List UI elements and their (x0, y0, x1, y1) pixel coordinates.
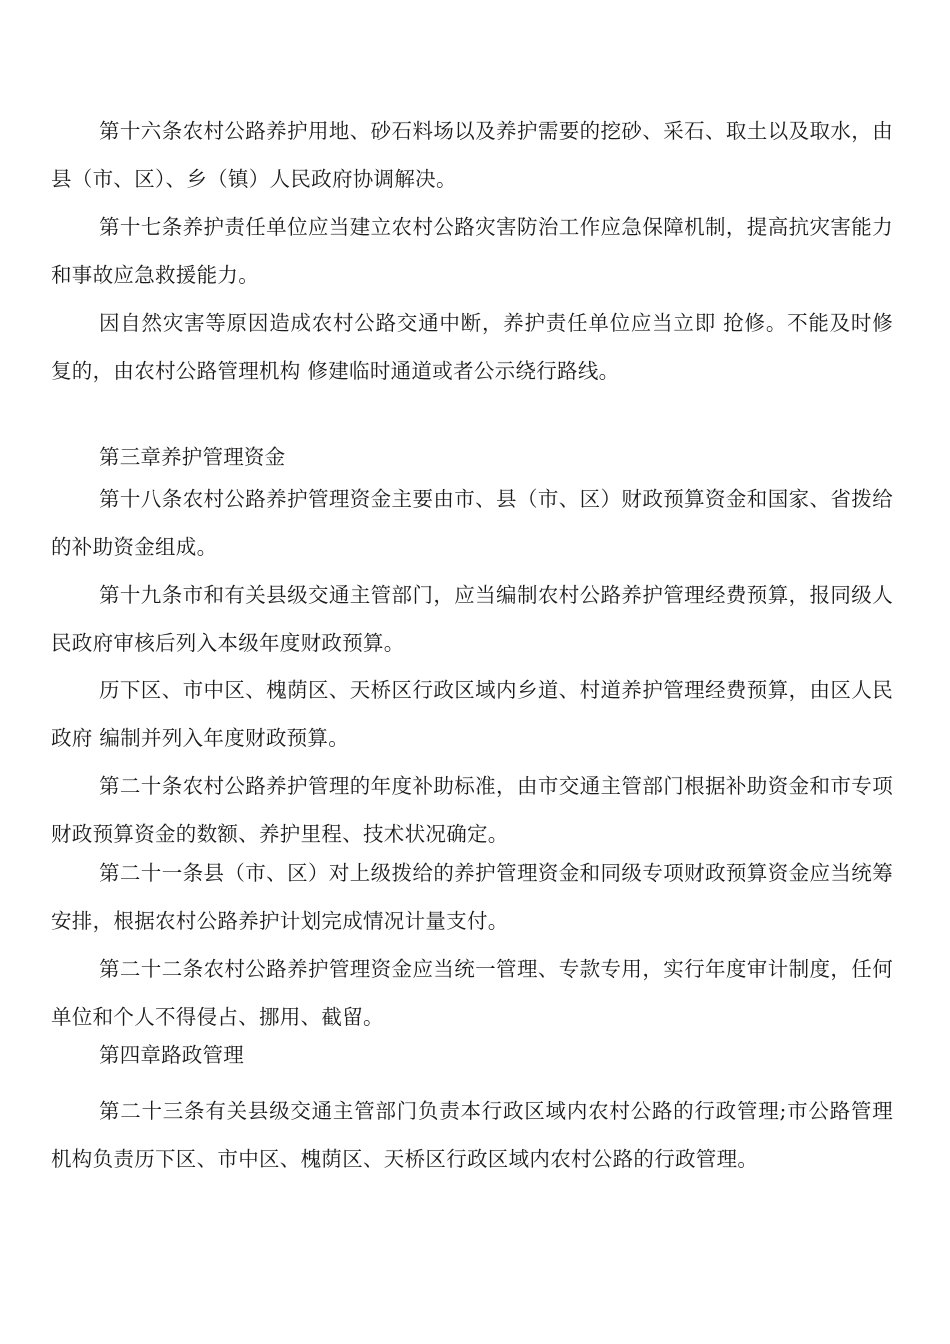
article-16-paragraph: 第十六条农村公路养护用地、砂石料场以及养护需要的挖砂、采石、取土以及取水，由县（市、区）、乡（镇）人民政府协调解决。 (51, 119, 893, 191)
article-19-paragraph: 第十九条市和有关县级交通主管部门，应当编制农村公路养护管理经费预算，报同级人民政府审核后列入本级年度财政预算。 (51, 583, 893, 655)
article-23-paragraph: 第二十三条有关县级交通主管部门负责本行政区域内农村公路的行政管理;市公路管理机构负责历下区、市中区、槐荫区、天桥区行政区域内农村公路的行政管理。 (51, 1099, 893, 1171)
chapter-4-heading: 第四章路政管理 (99, 1043, 244, 1067)
article-21-paragraph: 第二十一条县（市、区）对上级拨给的养护管理资金和同级专项财政预算资金应当统筹安排，根据农村公路养护计划完成情况计量支付。 (51, 861, 893, 933)
district-budget-paragraph: 历下区、市中区、槐荫区、天桥区行政区域内乡道、村道养护管理经费预算，由区人民政府 编制并列入年度财政预算。 (51, 678, 893, 750)
disaster-repair-paragraph: 因自然灾害等原因造成农村公路交通中断，养护责任单位应当立即 抢修。不能及时修复的，由农村公路管理机构 修建临时通道或者公示绕行路线。 (51, 311, 893, 383)
article-20-paragraph: 第二十条农村公路养护管理的年度补助标准，由市交通主管部门根据补助资金和市专项财政预算资金的数额、养护里程、技术状况确定。 (51, 774, 893, 846)
article-22-paragraph: 第二十二条农村公路养护管理资金应当统一管理、专款专用，实行年度审计制度，任何单位和个人不得侵占、挪用、截留。 (51, 957, 893, 1029)
chapter-3-heading: 第三章养护管理资金 (99, 445, 286, 469)
article-17-paragraph: 第十七条养护责任单位应当建立农村公路灾害防治工作应急保障机制，提高抗灾害能力和事故应急救援能力。 (51, 215, 893, 287)
article-18-paragraph: 第十八条农村公路养护管理资金主要由市、县（市、区）财政预算资金和国家、省拨给的补助资金组成。 (51, 487, 893, 559)
